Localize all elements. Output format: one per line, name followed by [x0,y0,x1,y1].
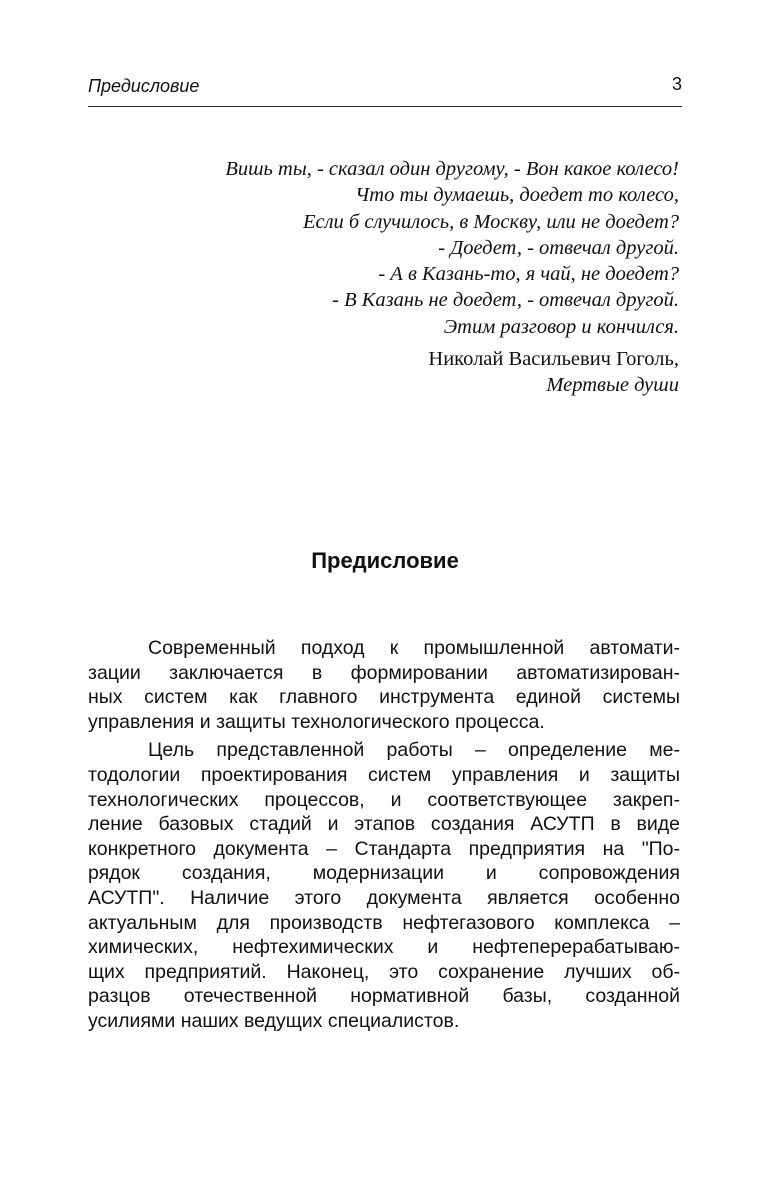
paragraph-line: актуальным для производств нефтегазового комплекса – [88,911,680,934]
paragraph-line: ление базовых стадий и этапов создания АСУТП в виде [88,813,680,836]
body-text [88,636,680,1038]
epigraph-line: Вишь ты, - сказал один другому, - Вон какое колесо! [225,158,679,180]
paragraph-line: АСУТП". Наличие этого документа является особенно [88,886,680,909]
epigraph-line: - А в Казань-то, я чай, не доедет? [378,263,679,286]
epigraph-line: Этим разговор и кончился. [443,315,679,338]
epigraph-attribution [119,346,679,399]
paragraph-line: рядок создания, модернизации и сопровождения [88,862,680,885]
epigraph [119,156,679,340]
epigraph-work-title: Мертвые души [546,374,679,397]
running-header [88,76,682,104]
epigraph-author: Николай Васильевич Гоголь, [428,348,679,370]
paragraph-line: щих предприятий. Наконец, это сохранение лучших об- [88,960,680,983]
epigraph-line: - В Казань не доедет, - отвечал другой. [332,289,679,312]
page-number: 3 [671,74,682,94]
paragraph-line: Цель представленной работы – определение ме- [148,739,680,762]
paragraph-line: тодологии проектирования систем управления и защиты [88,763,680,786]
paragraph-line: усилиями наших ведущих специалистов. [88,1009,460,1032]
paragraph-line: конкретного документа – Стандарта предприятия на "По- [88,837,680,860]
running-title: Предисловие [88,76,200,96]
paragraph-line: Современный подход к промышленной автомати- [148,637,680,659]
epigraph-line: Если б случилось, в Москву, или не доедет? [302,210,679,233]
paragraph-line: ных систем как главного инструмента единой системы [88,686,680,709]
paragraph [88,738,680,1033]
paragraph-line: химических, нефтехимических и нефтеперерабатываю- [88,936,680,959]
paragraph-line: зации заключается в формировании автоматизирован- [88,661,680,684]
section-title: Предисловие [311,548,459,573]
epigraph-line: - Доедет, - отвечал другой. [438,236,679,259]
paragraph-line: технологических процессов, и соответствующее закреп- [88,788,680,811]
paragraph [88,636,680,734]
epigraph-line: Что ты думаешь, доедет то колесо, [355,184,679,207]
paragraph-line: разцов отечественной нормативной базы, созданной [88,985,680,1008]
paragraph-line: управления и защиты технологического процесса. [88,710,545,733]
header-rule [88,106,682,107]
